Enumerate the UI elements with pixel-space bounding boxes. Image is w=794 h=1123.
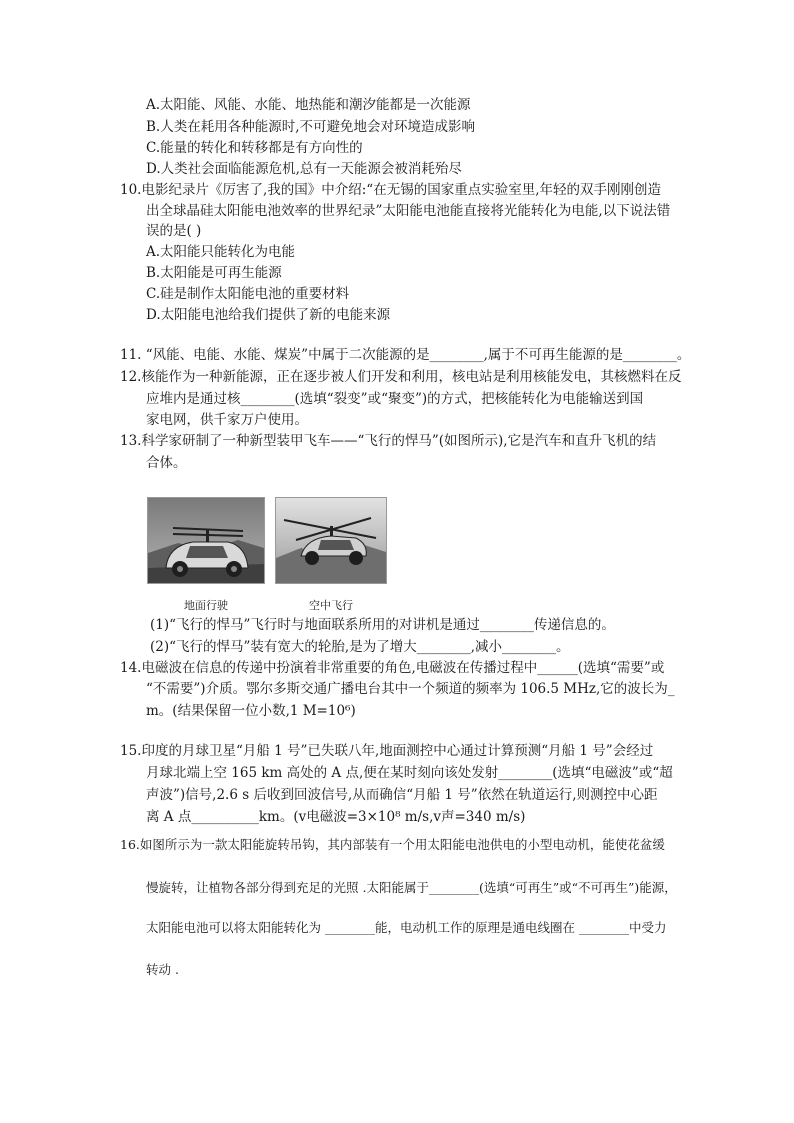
flying-caption: 空中飞行 — [309, 599, 353, 612]
q10-option-b: B.太阳能是可再生能源 — [146, 265, 282, 281]
q10-option-a: A.太阳能只能转化为电能 — [146, 244, 296, 260]
q14-line-1: 14.电磁波在信息的传递中扮演着非常重要的角色,电磁波在传播过程中______(选填“需要”或 — [120, 660, 665, 676]
q10-stem-line-3: 误的是( ) — [146, 223, 202, 239]
q13-line-1: 13.科学家研制了一种新型装甲飞车——“飞行的悍马”(如图所示),它是汽车和直升飞机的结 — [120, 433, 657, 449]
q13-line-2: 合体。 — [146, 455, 187, 471]
ground-driving-caption: 地面行驶 — [184, 599, 228, 612]
q9-option-c: C.能量的转化和转移都是有方向性的 — [146, 140, 363, 156]
q10-option-c: C.硅是制作太阳能电池的重要材料 — [146, 286, 350, 302]
q16-line-1: 16.如图所示为一款太阳能旋转吊钩，其内部装有一个用太阳能电池供电的小型电动机，能使花盆缓 — [120, 837, 665, 852]
q15-line-3: 声波”)信号,2.6 s 后收到回波信号,从而确信“月船 1 号”依然在轨道运行,则测控中心距 — [146, 787, 658, 803]
q14-line-3: m。(结果保留一位小数,1 M=10⁶) — [146, 703, 356, 719]
ground-driving-photo — [147, 497, 265, 584]
q16-line-4: 转动 . — [146, 962, 179, 977]
q10-stem-line-1: 10.电影纪录片《厉害了,我的国》中介绍:“在无锡的国家重点实验室里,年轻的双手刚刚创造 — [120, 182, 662, 198]
flying-photo — [275, 497, 387, 584]
q12-line-2: 应堆内是通过核________(选填“裂变”或“聚变”)的方式，把核能转化为电能输送到国 — [146, 391, 644, 407]
q16-line-2: 慢旋转，让植物各部分得到充足的光照 .太阳能属于________(选填“可再生”或“不可再生”)能源， — [146, 880, 677, 895]
q12-line-1: 12.核能作为一种新能源，正在逐步被人们开发和利用，核电站是利用核能发电，其核燃料在反 — [120, 369, 682, 385]
q11-text: 11. “风能、电能、水能、煤炭”中属于二次能源的是________,属于不可再生能源的是________。 — [120, 347, 691, 363]
q13-sub-2: (2)“飞行的悍马”装有宽大的轮胎,是为了增大________,减小________。 — [150, 639, 570, 655]
q15-line-1: 15.印度的月球卫星“月船 1 号”已失联八年,地面测控中心通过计算预测“月船 1 号”会经过 — [120, 743, 654, 759]
q9-option-b: B.人类在耗用各种能源时,不可避免地会对环境造成影响 — [146, 119, 476, 135]
q13-sub-1: (1)“飞行的悍马”飞行时与地面联系所用的对讲机是通过________传递信息的。 — [150, 617, 615, 633]
q16-line-3: 太阳能电池可以将太阳能转化为 ________能，电动机工作的原理是通电线圈在 ________中受力 — [146, 920, 667, 935]
q15-line-4: 离 A 点__________km。(v电磁波=3×10⁸ m/s,v声=340 m/s) — [146, 809, 526, 825]
q15-line-2: 月球北端上空 165 km 高处的 A 点,便在某时刻向该处发射________(选填“电磁波”或“超 — [146, 765, 673, 781]
q9-option-d: D.人类社会面临能源危机,总有一天能源会被消耗殆尽 — [146, 161, 462, 177]
q14-line-2: “不需要”)介质。鄂尔多斯交通广播电台其中一个频道的频率为 106.5 MHz,它的波长为_ — [146, 681, 675, 697]
q10-option-d: D.太阳能电池给我们提供了新的电能来源 — [146, 307, 391, 323]
q10-stem-line-2: 出全球晶硅太阳能电池效率的世界纪录”太阳能电池能直接将光能转化为电能,以下说法错 — [146, 203, 671, 219]
q12-line-3: 家电网，供千家万户使用。 — [146, 412, 308, 428]
q9-option-a: A.太阳能、风能、水能、地热能和潮汐能都是一次能源 — [146, 97, 471, 113]
